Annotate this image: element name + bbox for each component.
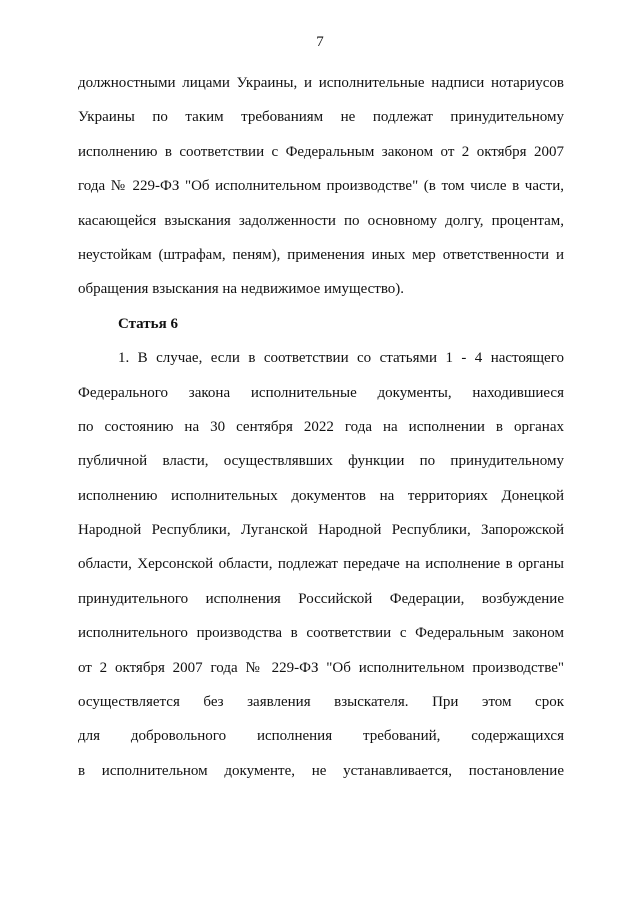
text-line: исполнению исполнительных документов на территориях Донецкой [78,487,564,504]
text-line: области, Херсонской области, подлежат передаче на исполнение в органы [78,556,564,573]
article-heading: Статья 6 [118,315,178,332]
text-line: от 2 октября 2007 года № 229-ФЗ "Об исполнительном производстве" [78,659,564,676]
text-line: исполнению в соответствии с Федеральным законом от 2 октября 2007 [78,143,564,160]
text-line: исполнительного производства в соответствии с Федеральным законом [78,625,564,642]
page-number: 7 [316,34,324,50]
text-line: Украины по таким требованиям не подлежат принудительному [78,109,564,126]
text-line: обращения взыскания на недвижимое имущество). [78,281,405,298]
text-line: 1. В случае, если в соответствии со статьями 1 - 4 настоящего [118,350,564,367]
article-paragraph-1 [78,341,564,788]
text-line: неустойкам (штрафам, пеням), применения иных мер ответственности и [78,246,564,263]
document-body [78,66,564,788]
text-line: принудительного исполнения Российской Федерации, возбуждение [78,590,564,607]
text-line: Народной Республики, Луганской Народной Республики, Запорожской [78,522,564,539]
text-line: публичной власти, осуществлявших функции по принудительному [78,453,564,470]
text-line: для добровольного исполнения требований, содержащихся [78,728,564,745]
text-line: Федерального закона исполнительные документы, находившиеся [78,384,564,401]
text-line: по состоянию на 30 сентября 2022 года на исполнении в органах [78,418,564,435]
text-line: года № 229-ФЗ "Об исполнительном производстве" (в том числе в части, [78,178,564,195]
text-line: должностными лицами Украины, и исполнительные надписи нотариусов [78,75,564,91]
text-line: касающейся взыскания задолженности по основному долгу, процентам, [78,212,564,229]
text-line: в исполнительном документе, не устанавливается, постановление [78,762,564,779]
paragraph-continuation [78,66,564,307]
text-line: осуществляется без заявления взыскателя. При этом срок [78,694,564,711]
